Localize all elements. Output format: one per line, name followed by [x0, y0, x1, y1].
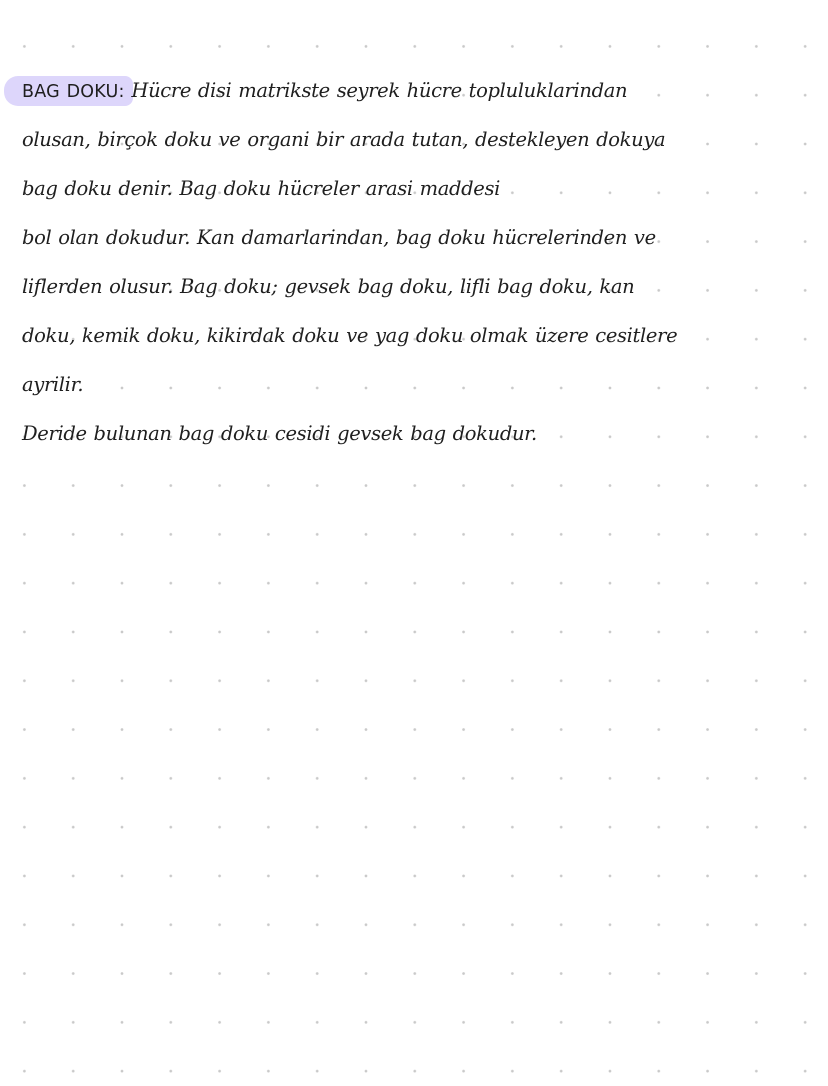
note-line-7: ayrilir.: [22, 373, 84, 396]
note-line-3: bag doku denir. Bag doku hücreler arasi maddesi: [22, 177, 501, 200]
note-line-4: bol olan dokudur. Kan damarlarindan, bag doku hücrelerinden ve: [22, 226, 656, 249]
note-heading: BAG DOKU:: [22, 82, 125, 102]
note-line-6: doku, kemik doku, kikirdak doku ve yag doku olmak üzere cesitlere: [22, 324, 678, 347]
note-body: [22, 66, 812, 458]
heading-highlight: [22, 66, 125, 117]
note-line-8: Deride bulunan bag doku cesidi gevsek bag dokudur.: [22, 422, 537, 445]
note-line-1: [22, 66, 812, 115]
note-line-5: liflerden olusur. Bag doku; gevsek bag doku, lifli bag doku, kan: [22, 275, 635, 298]
note-line-text: Hücre disi matrikste seyrek hücre topluluklarindan: [131, 79, 628, 102]
note-line-2: olusan, birçok doku ve organi bir arada tutan, destekleyen dokuya: [22, 128, 666, 151]
